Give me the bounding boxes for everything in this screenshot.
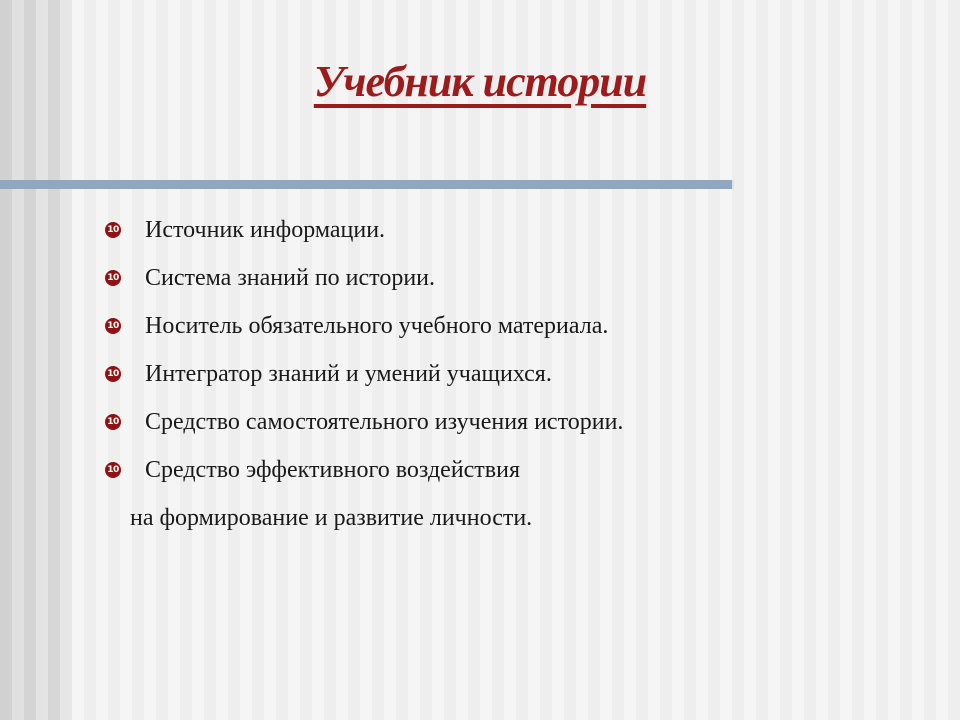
list-item <box>105 359 623 389</box>
list-item <box>105 407 623 437</box>
list-item <box>105 263 623 293</box>
bullet-list <box>105 215 623 551</box>
circled-10-bullet-icon: 10 <box>105 270 121 286</box>
continuation-text: на формирование и развитие личности. <box>130 504 533 531</box>
list-item-text: Носитель обязательного учебного материала. <box>145 312 609 339</box>
left-stripe-band <box>0 0 72 720</box>
divider-bar <box>0 180 734 189</box>
circled-10-bullet-icon: 10 <box>105 222 121 238</box>
list-item-text: Система знаний по истории. <box>145 264 436 291</box>
circled-10-bullet-icon: 10 <box>105 318 121 334</box>
list-item-text: Средство эффективного воздействия <box>145 456 521 483</box>
circled-10-bullet-icon: 10 <box>105 366 121 382</box>
list-item <box>105 215 623 245</box>
list-item <box>105 455 623 485</box>
list-item-text: Источник информации. <box>145 216 386 243</box>
list-item-text: Интегратор знаний и умений учащихся. <box>145 360 552 387</box>
circled-10-bullet-icon: 10 <box>105 462 121 478</box>
circled-10-bullet-icon: 10 <box>105 414 121 430</box>
list-item-text: Средство самостоятельного изучения истории. <box>145 408 624 435</box>
slide-title: Учебник истории <box>313 57 647 106</box>
list-item <box>105 311 623 341</box>
continuation-line <box>105 503 623 533</box>
